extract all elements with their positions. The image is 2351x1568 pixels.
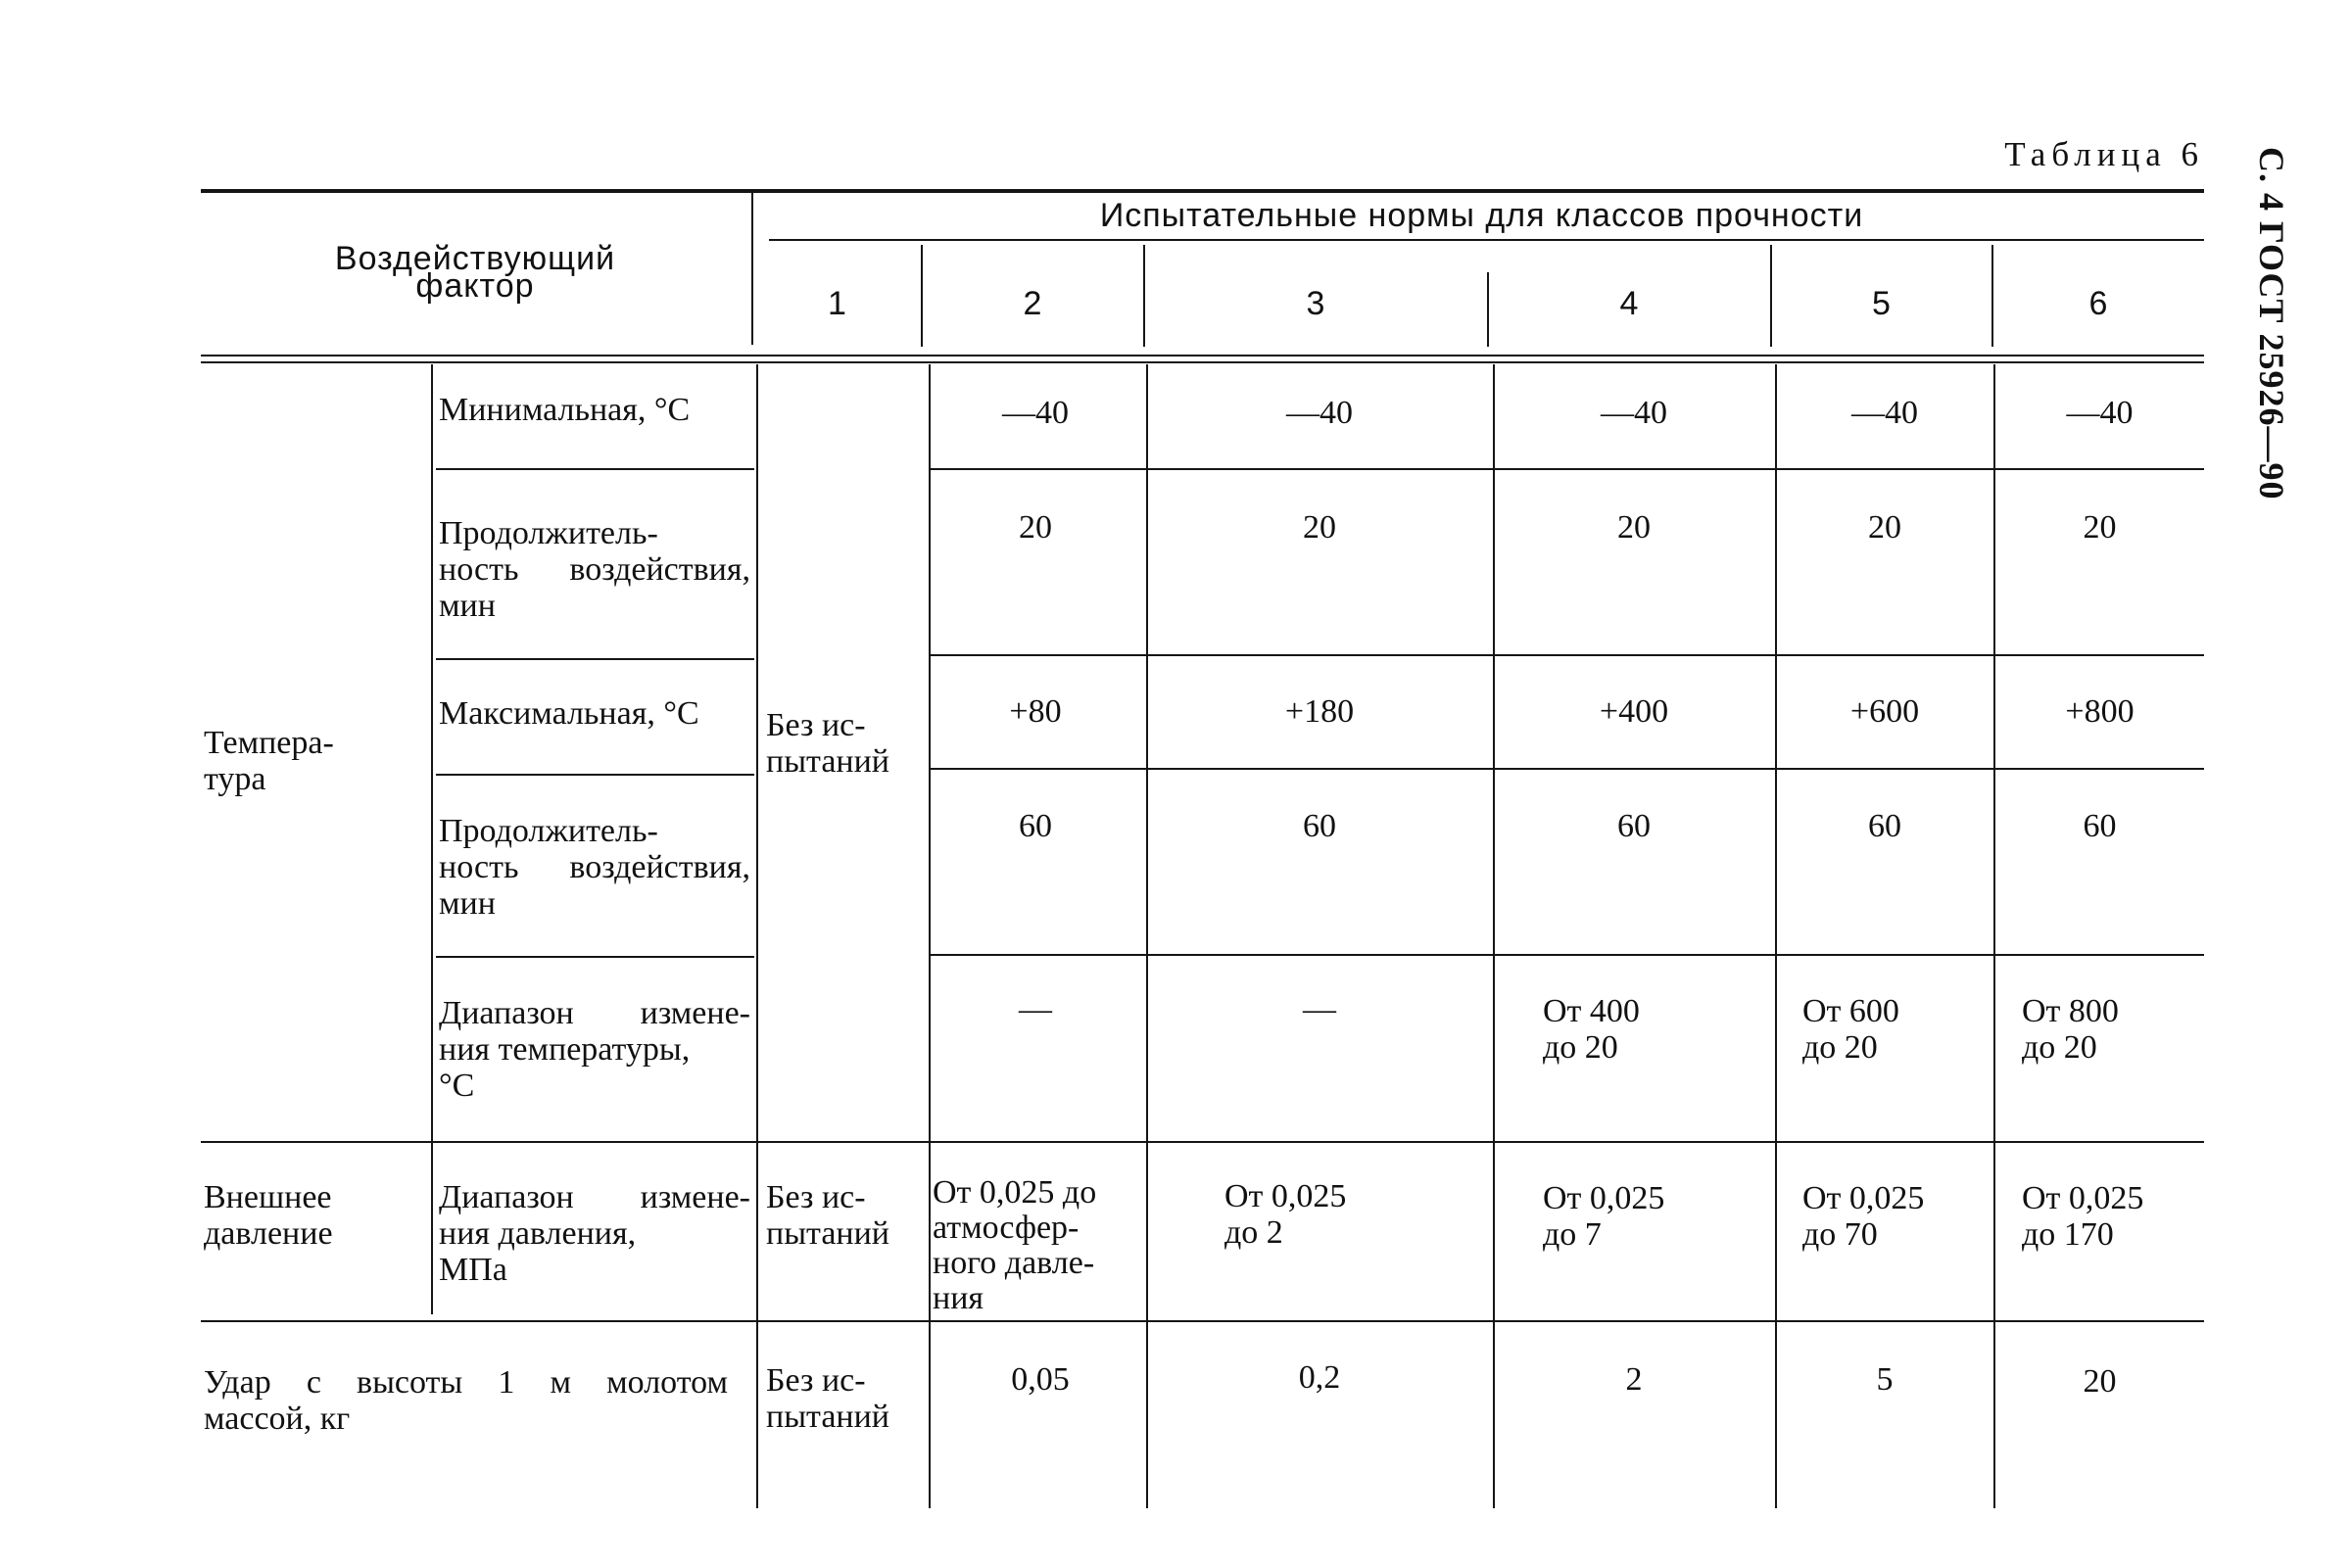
- class-header-3: 3: [1306, 285, 1326, 322]
- value-impact-class6: 20: [2083, 1363, 2117, 1400]
- factor-column-header: Воздействующий фактор: [334, 240, 616, 305]
- value-temp-range-class6: От 800 до 20: [2022, 993, 2119, 1066]
- value-duration-1-class5: 20: [1868, 509, 1901, 546]
- class-header-6: 6: [2088, 285, 2109, 322]
- param-min-temperature: Минимальная, °С: [439, 392, 691, 428]
- param-pressure-range: Диапазон измене- ния давления, МПа: [439, 1179, 750, 1288]
- class-header-2: 2: [1023, 285, 1043, 322]
- value-pressure-class2: От 0,025 до атмосфер- ного давле- ния: [933, 1174, 1097, 1316]
- value-min-temp-class4: —40: [1601, 395, 1667, 431]
- value-max-temp-class6: +800: [2065, 693, 2135, 730]
- value-duration-1-class2: 20: [1019, 509, 1052, 546]
- value-max-temp-class4: +400: [1599, 693, 1669, 730]
- group-label-temperature: Темпера- тура: [204, 725, 334, 797]
- norms-column-header: Испытательные нормы для классов прочности: [1099, 197, 1864, 234]
- value-pressure-class3: От 0,025 до 2: [1224, 1178, 1347, 1251]
- class1-temperature: Без ис- пытаний: [766, 707, 889, 780]
- value-min-temp-class6: —40: [2066, 395, 2134, 431]
- table-caption: Таблица 6: [2004, 135, 2204, 173]
- value-impact-class4: 2: [1625, 1361, 1643, 1398]
- value-temp-range-class2: —: [1019, 991, 1052, 1027]
- value-impact-class5: 5: [1876, 1361, 1894, 1398]
- value-duration-2-class3: 60: [1303, 808, 1336, 844]
- class-header-1: 1: [828, 285, 847, 322]
- value-temp-range-class5: От 600 до 20: [1802, 993, 1899, 1066]
- value-pressure-class4: От 0,025 до 7: [1543, 1180, 1665, 1253]
- param-temperature-range: Диапазон измене- ния температуры, °С: [439, 995, 750, 1104]
- value-impact-class2: 0,05: [1011, 1361, 1070, 1398]
- class-header-4: 4: [1619, 285, 1640, 322]
- value-pressure-class6: От 0,025 до 170: [2022, 1180, 2144, 1253]
- value-min-temp-class3: —40: [1286, 395, 1353, 431]
- value-duration-2-class5: 60: [1868, 808, 1901, 844]
- param-duration-1: Продолжитель- ность воздействия, мин: [439, 515, 750, 624]
- value-duration-2-class2: 60: [1019, 808, 1052, 844]
- running-header: С. 4 ГОСТ 25926—90: [2252, 147, 2291, 500]
- value-max-temp-class3: +180: [1284, 693, 1355, 730]
- param-max-temperature: Максимальная, °С: [439, 695, 699, 732]
- impact-label: Удар с высоты 1 м молотом массой, кг: [204, 1364, 728, 1437]
- value-duration-1-class6: 20: [2083, 509, 2117, 546]
- value-max-temp-class2: +80: [1009, 693, 1062, 730]
- class-header-5: 5: [1872, 285, 1892, 322]
- value-max-temp-class5: +600: [1849, 693, 1920, 730]
- group-label-pressure: Внешнее давление: [204, 1179, 333, 1252]
- value-temp-range-class3: —: [1303, 991, 1336, 1027]
- value-duration-1-class3: 20: [1303, 509, 1336, 546]
- class1-pressure: Без ис- пытаний: [766, 1179, 889, 1252]
- value-temp-range-class4: От 400 до 20: [1543, 993, 1640, 1066]
- value-min-temp-class5: —40: [1851, 395, 1918, 431]
- value-impact-class3: 0,2: [1298, 1359, 1341, 1396]
- param-duration-2: Продолжитель- ность воздействия, мин: [439, 813, 750, 922]
- value-duration-1-class4: 20: [1617, 509, 1651, 546]
- value-min-temp-class2: —40: [1002, 395, 1069, 431]
- value-duration-2-class4: 60: [1617, 808, 1651, 844]
- value-duration-2-class6: 60: [2083, 808, 2117, 844]
- value-pressure-class5: От 0,025 до 70: [1802, 1180, 1925, 1253]
- class1-impact: Без ис- пытаний: [766, 1362, 889, 1435]
